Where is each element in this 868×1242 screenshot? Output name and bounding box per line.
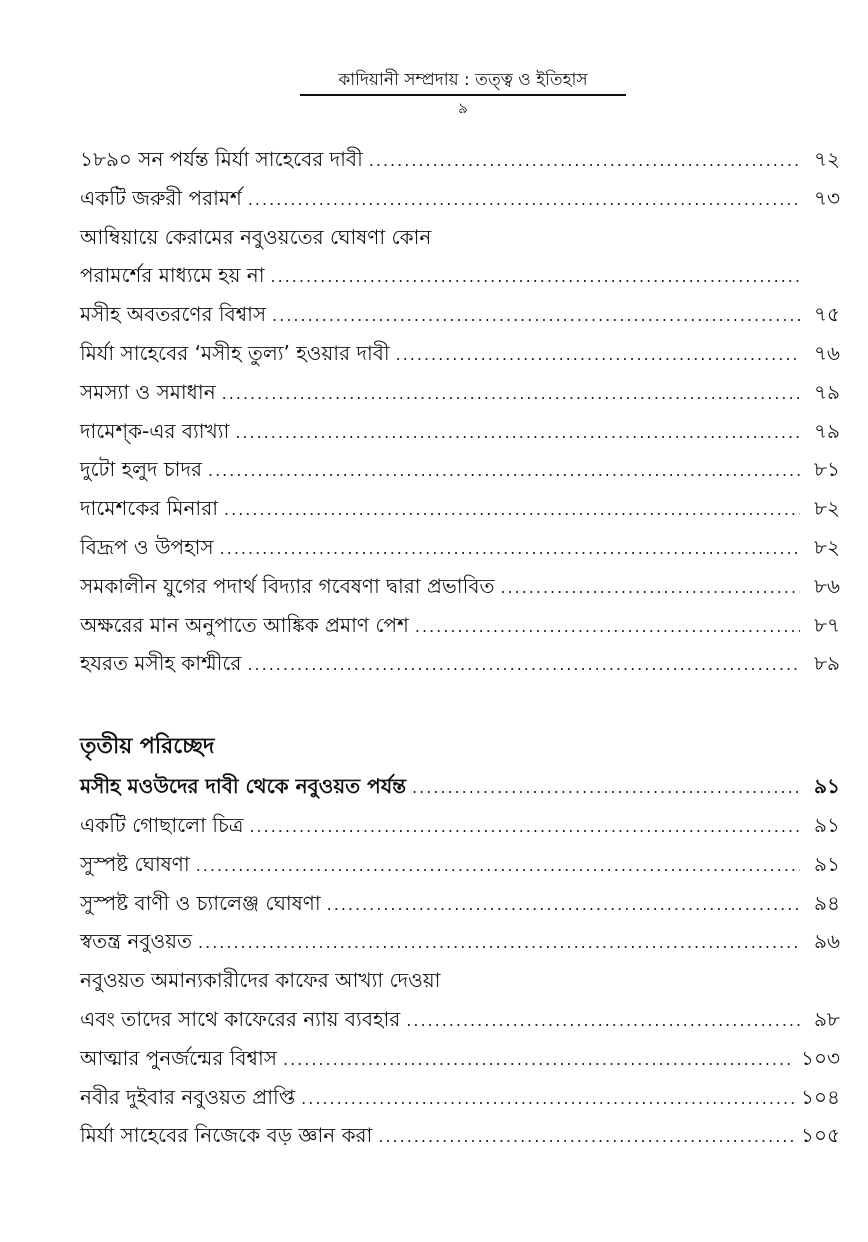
toc-entry (80, 295, 840, 334)
toc-entry-title: মির্যা সাহেবের নিজেকে বড় জ্ঞান করা (80, 1123, 373, 1148)
dot-leader (272, 297, 800, 336)
toc-entry-page: ৯১ (814, 812, 840, 837)
dot-leader (500, 569, 800, 608)
toc-entry-page: ৯৪ (814, 890, 840, 915)
toc-entry-title: দামেশ্‌ক-এর ব্যাখ্যা (80, 418, 230, 443)
dot-leader (220, 530, 800, 569)
toc-entry (80, 256, 840, 295)
chapter-heading: তৃতীয় পরিচ্ছেদ (80, 734, 215, 760)
toc-entry-page: ৭৫ (814, 302, 840, 327)
toc-entry-title: দুটো হলুদ চাদর (80, 457, 202, 482)
section-gap (80, 683, 840, 727)
toc-entry-page: ৯১ (814, 851, 840, 876)
toc-entry-page: ৭৬ (813, 340, 840, 365)
toc-entry (80, 845, 840, 884)
toc-entry-page: ৯৬ (814, 929, 840, 954)
running-header: কাদিয়ানী সম্প্রদায় : তত্ত্ব ও ইতিহাস (338, 70, 588, 90)
toc-entry-page: ৮২ (814, 534, 840, 559)
dot-leader (198, 924, 800, 963)
toc-entry-title: বিদ্রূপ ও উপহাস (80, 534, 214, 559)
toc-entry-page: ৭২ (813, 147, 840, 171)
toc-entry (80, 806, 840, 845)
header-rule (300, 94, 626, 96)
toc-entry-page: ৭৯ (814, 418, 840, 443)
toc-entry-title: এবং তাদের সাথে কাফেরের ন্যায় ব্যবহার (80, 1006, 401, 1031)
toc-entry (80, 567, 840, 606)
page-number: ৯ (458, 99, 468, 117)
toc-entry-page: ৮২ (814, 496, 840, 521)
toc-entry (80, 1078, 840, 1117)
toc-entry (80, 961, 840, 1000)
dot-leader (196, 847, 800, 886)
toc-entry-title: নবীর দুইবার নবুওয়ত প্রাপ্তি (80, 1084, 296, 1109)
toc-entry-title: আত্মার পুনর্জন্মের বিশ্বাস (80, 1045, 277, 1070)
toc-entry (80, 179, 840, 218)
toc-entry-title: হযরত মসীহ কাশ্মীরে (80, 651, 242, 676)
toc-entry-page: ৯১ (814, 774, 840, 799)
toc-entry-title: মির্যা সাহেবের ‘মসীহ তুল্য’ হওয়ার দাবী (80, 340, 390, 365)
toc-entry (80, 450, 840, 489)
toc-entry-page: ১০৩ (801, 1045, 840, 1070)
toc-entry-page: ১০৪ (801, 1084, 840, 1109)
toc-entry-title: স্বতন্ত্র নবুওয়ত (80, 929, 193, 954)
toc-entry-page: ৭৩ (813, 185, 840, 210)
dot-leader (396, 336, 800, 375)
toc-entry-title: ১৮৯০ সন পর্যন্ত মির্যা সাহেবের দাবী (80, 147, 363, 171)
dot-leader (249, 808, 800, 847)
toc-entry-page: ৯৮ (814, 1006, 840, 1031)
dot-leader (271, 258, 800, 297)
toc-entry (80, 218, 840, 257)
dot-leader (235, 414, 800, 453)
toc-entry-title: দামেশকের মিনারা (80, 496, 219, 521)
dot-leader (378, 1118, 795, 1157)
dot-leader (415, 608, 800, 647)
toc-entry (80, 334, 840, 373)
toc-entry-page: ৮১ (814, 457, 840, 482)
dot-leader (412, 769, 800, 808)
toc-entry-page: ৭৯ (814, 379, 840, 404)
toc-entry-title: অক্ষরের মান অনুপাতে আঙ্কিক প্রমাণ পেশ (80, 612, 409, 637)
toc-entry (80, 606, 840, 645)
toc-entry (80, 1039, 840, 1078)
toc-entry (80, 412, 840, 451)
dot-leader (208, 452, 800, 491)
toc-entry-title: সমকালীন যুগের পদার্থ বিদ্যার গবেষণা দ্বারা প্রভাবিত (80, 573, 495, 598)
dot-leader (222, 375, 800, 414)
toc-entry-title: মসীহ অবতরণের বিশ্বাস (80, 302, 267, 327)
dot-leader (369, 142, 800, 181)
toc-entry (80, 140, 840, 179)
toc-entry-title: একটি জরুরী পরামর্শ (80, 185, 242, 210)
toc-entry-page: ৮৬ (814, 573, 840, 598)
toc-entry-page: ৮৯ (814, 651, 840, 676)
toc-entry (80, 489, 840, 528)
toc-entry (80, 528, 840, 567)
toc-entry-title: সমস্যা ও সমাধান (80, 379, 216, 404)
dot-leader (283, 1041, 795, 1080)
toc-entry-title: পরামর্শের মাধ্যমে হয় না (80, 263, 265, 288)
toc-entry-page: ১০৫ (801, 1123, 840, 1148)
dot-leader (406, 1002, 800, 1041)
toc-entry-title: আম্বিয়ায়ে কেরামের নবুওয়তের ঘোষণা কোন (80, 224, 432, 249)
dot-leader (248, 181, 800, 220)
dot-leader (327, 886, 800, 925)
toc-entry (80, 1116, 840, 1155)
toc-entry-title: সুস্পষ্ট ঘোষণা (80, 851, 190, 876)
dot-leader (301, 1080, 795, 1119)
table-of-contents (80, 140, 840, 1155)
toc-entry (80, 1000, 840, 1039)
toc-entry-page: ৮৭ (814, 612, 840, 637)
toc-entry (80, 644, 840, 683)
toc-entry-title: একটি গোছালো চিত্র (80, 812, 244, 837)
dot-leader (247, 646, 800, 685)
toc-entry-title: নবুওয়ত অমান্যকারীদের কাফের আখ্যা দেওয়া (80, 968, 441, 993)
dot-leader (224, 491, 800, 530)
toc-entry-title: সুস্পষ্ট বাণী ও চ্যালেঞ্জ ঘোষণা (80, 890, 321, 915)
toc-entry (80, 373, 840, 412)
toc-entry (80, 922, 840, 961)
toc-entry (80, 767, 840, 806)
toc-entry (80, 884, 840, 923)
toc-entry-title: মসীহ মওউদের দাবী থেকে নবুওয়ত পর্যন্ত (80, 774, 407, 799)
